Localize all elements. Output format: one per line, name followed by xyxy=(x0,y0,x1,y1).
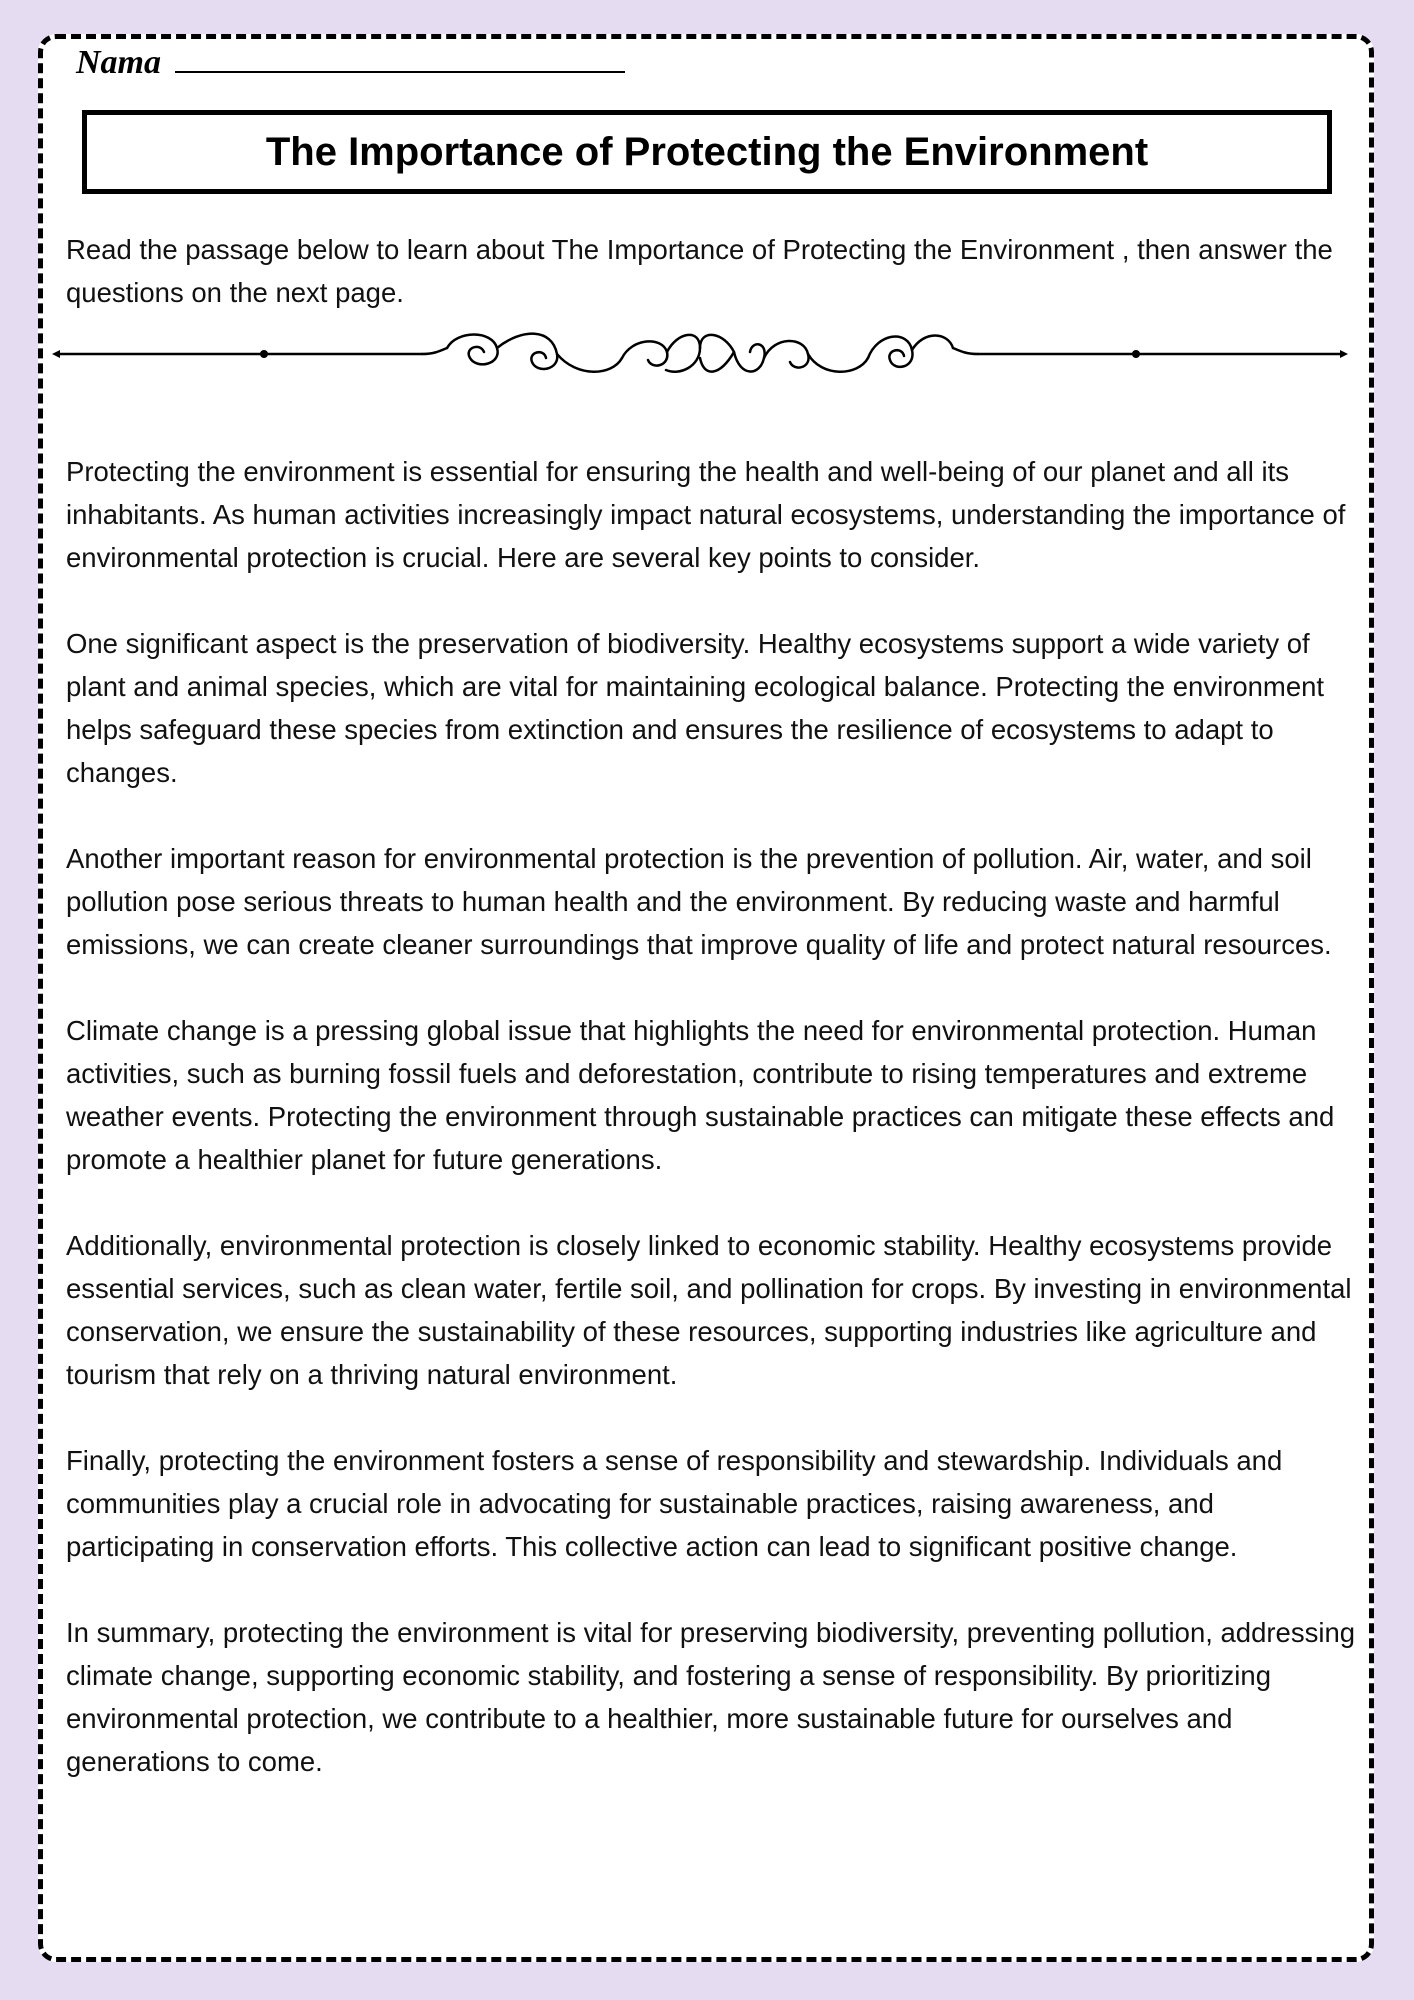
title-box xyxy=(82,110,1332,194)
name-row xyxy=(76,44,625,94)
passage-paragraph: Additionally, environmental protection is closely linked to economic stability. Healthy ecosystems provide essential services, such as clean water, fertile soil, and pollination for crops. By investing in environmental conservation, we ensure the sustainability of these resources, supporting industries like agriculture and tourism that rely on a thriving natural environment. xyxy=(66,1230,1352,1390)
reading-passage xyxy=(66,450,1360,1826)
passage-paragraph: Finally, protecting the environment fosters a sense of responsibility and stewardship. Individuals and communities play a crucial role in advocating for sustainable practices, raising awareness, and participating in conservation efforts. This collective action can lead to significant positive change. xyxy=(66,1445,1283,1562)
passage-paragraph: Another important reason for environmental protection is the prevention of pollution. Air, water, and soil pollution pose serious threats to human health and the environment. By reducing waste and harmful emissions, we can create cleaner surroundings that improve quality of life and protect natural resources. xyxy=(66,843,1332,960)
name-write-line xyxy=(175,71,625,73)
intro-instructions: Read the passage below to learn about The Importance of Protecting the Environment , then answer the questions on the next page. xyxy=(66,234,1333,308)
page-title: The Importance of Protecting the Environment xyxy=(265,129,1149,174)
passage-paragraph: Protecting the environment is essential for ensuring the health and well-being of our planet and all its inhabitants. As human activities increasingly impact natural ecosystems, understanding the importance of environmental protection is crucial. Here are several key points to consider. xyxy=(66,456,1346,573)
passage-paragraph: Climate change is a pressing global issue that highlights the need for environmental protection. Human activities, such as burning fossil fuels and deforestation, contribute to rising temperatures and extreme weather events. Protecting the environment through sustainable practices can mitigate these effects and promote a healthier planet for future generations. xyxy=(66,1015,1335,1175)
ornamental-flourish-divider-icon xyxy=(52,318,1348,390)
passage-paragraph: In summary, protecting the environment is vital for preserving biodiversity, preventing pollution, addressing climate change, supporting economic stability, and fostering a sense of responsibility. By prioritizing environmental protection, we contribute to a healthier, more sustainable future for ourselves and generations to come. xyxy=(66,1617,1356,1777)
passage-paragraph: One significant aspect is the preservation of biodiversity. Healthy ecosystems support a wide variety of plant and animal species, which are vital for maintaining ecological balance. Protecting the environment helps safeguard these species from extinction and ensures the resilience of ecosystems to adapt to changes. xyxy=(66,628,1325,788)
name-label: Nama xyxy=(76,44,161,81)
